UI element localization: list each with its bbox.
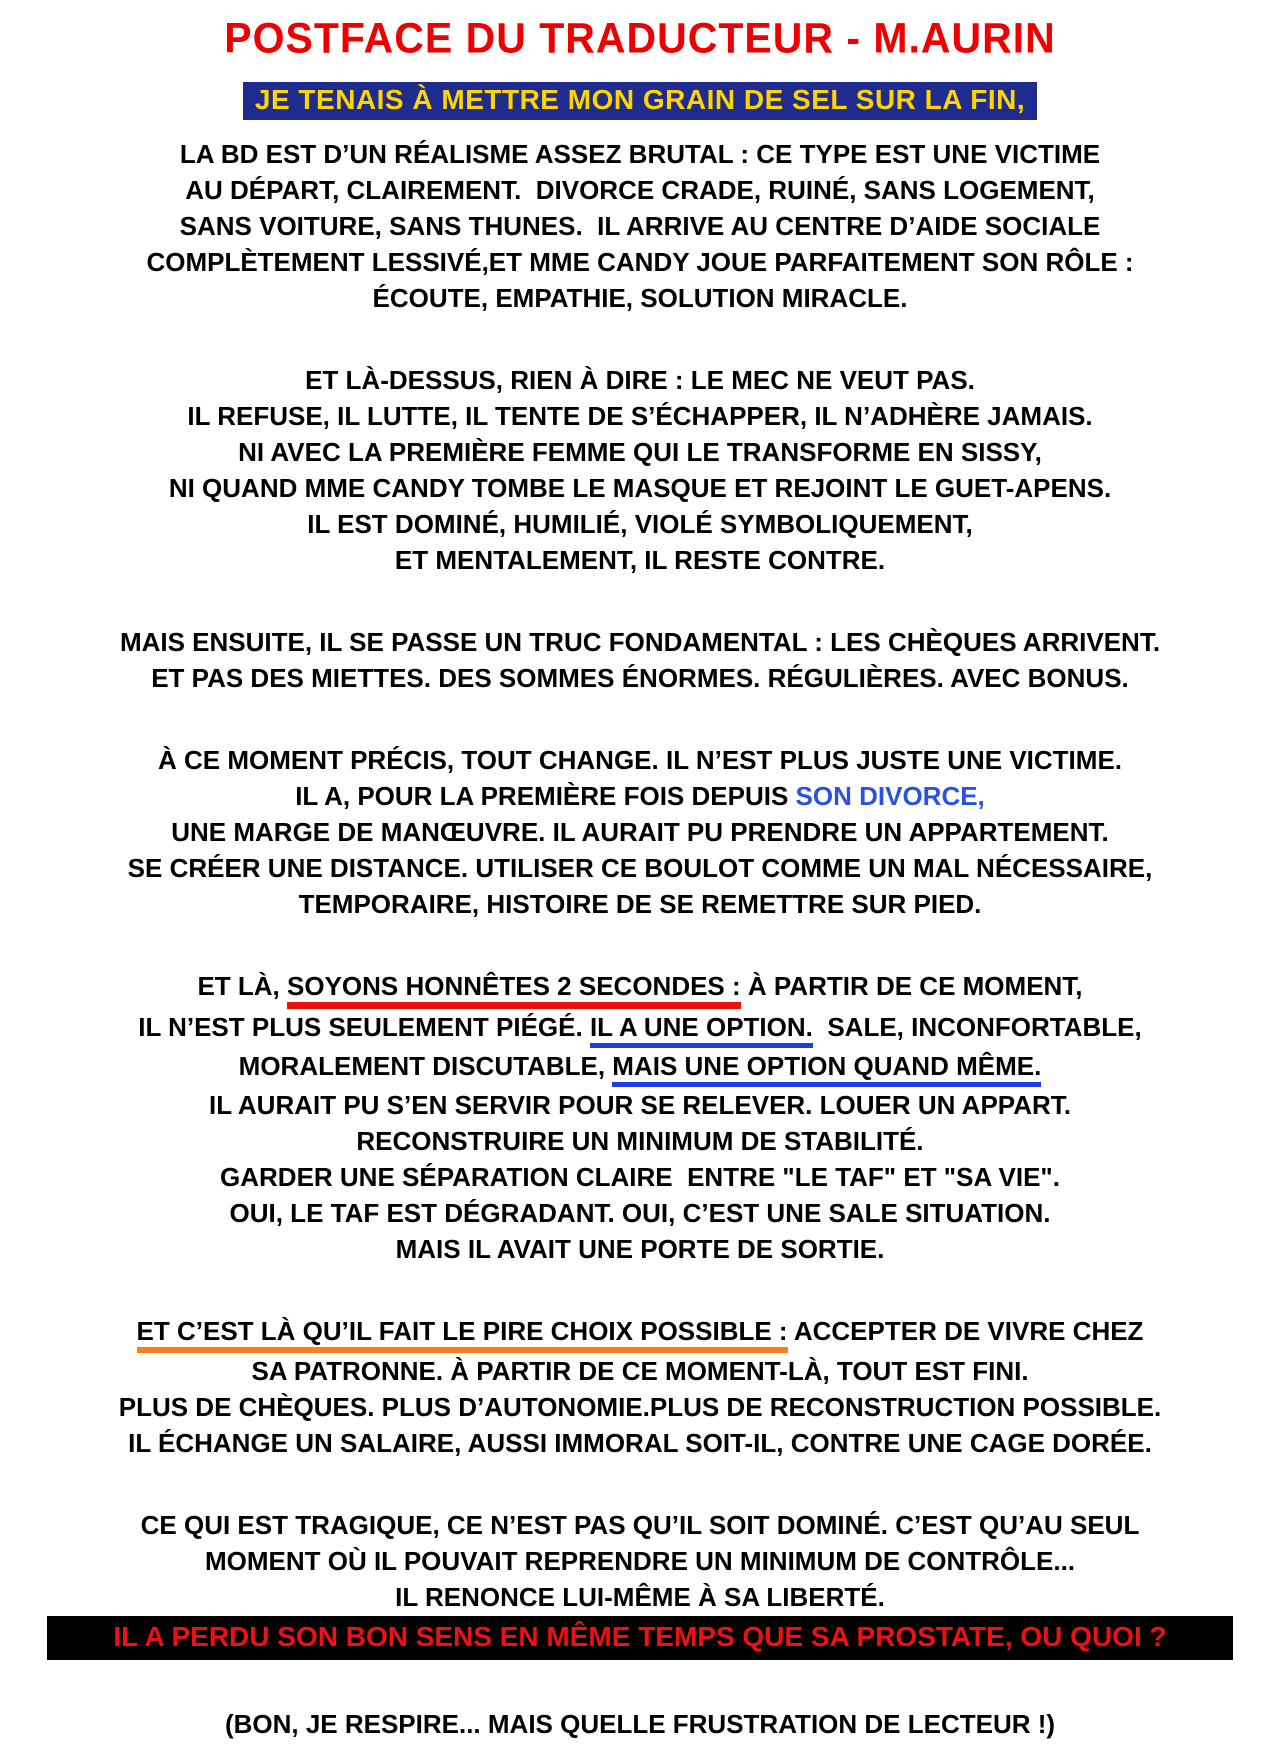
text-line bbox=[14, 1353, 1266, 1389]
text-line bbox=[14, 742, 1266, 778]
text-line bbox=[14, 280, 1266, 316]
text-line bbox=[14, 778, 1266, 814]
text-run: SANS VOITURE, SANS THUNES. IL ARRIVE AU CENTRE D’AIDE SOCIALE bbox=[179, 211, 1101, 241]
text-line bbox=[14, 1389, 1266, 1425]
text-run: LA BD EST D’UN RÉALISME ASSEZ BRUTAL : CE TYPE EST UNE VICTIME bbox=[179, 139, 1101, 169]
text-run: MAIS ENSUITE, IL SE PASSE UN TRUC FONDAMENTAL : LES CHÈQUES ARRIVENT. bbox=[119, 627, 1161, 657]
text-run: IL AURAIT PU S’EN SERVIR POUR SE RELEVER. LOUER UN APPART. bbox=[209, 1090, 1071, 1120]
text-run: IL EST DOMINÉ, HUMILIÉ, VIOLÉ SYMBOLIQUEMENT, bbox=[307, 509, 973, 539]
text-line bbox=[14, 542, 1266, 578]
paragraph bbox=[14, 1507, 1266, 1660]
text-run: IL A PERDU SON BON SENS EN MÊME TEMPS QUE SA PROSTATE, OU QUOI ? bbox=[113, 1621, 1167, 1652]
text-line bbox=[14, 470, 1266, 506]
text-run: ÉCOUTE, EMPATHIE, SOLUTION MIRACLE. bbox=[372, 283, 908, 313]
emphasis-run: IL A UNE OPTION. bbox=[590, 1013, 813, 1048]
text-line bbox=[14, 850, 1266, 886]
text-line bbox=[14, 624, 1266, 660]
text-run: À CE MOMENT PRÉCIS, TOUT CHANGE. IL N’EST PLUS JUSTE UNE VICTIME. bbox=[157, 745, 1123, 775]
text-run: GARDER UNE SÉPARATION CLAIRE ENTRE "LE TAF" ET "SA VIE". bbox=[220, 1162, 1060, 1192]
emphasis-run: ET C’EST LÀ QU’IL FAIT LE PIRE CHOIX POSSIBLE : bbox=[137, 1317, 788, 1353]
emphasis-run: SOYONS HONNÊTES 2 SECONDES : bbox=[287, 972, 741, 1009]
paragraph bbox=[14, 624, 1266, 696]
text-line bbox=[14, 1009, 1266, 1048]
text-run: PLUS DE CHÈQUES. PLUS D’AUTONOMIE.PLUS DE RECONSTRUCTION POSSIBLE. bbox=[118, 1392, 1162, 1422]
text-line bbox=[14, 434, 1266, 470]
alert-banner bbox=[47, 1616, 1233, 1660]
text-run: ET LÀ, bbox=[197, 971, 288, 1001]
emphasis-run: SON DIVORCE, bbox=[795, 781, 985, 811]
text-run: À PARTIR DE CE MOMENT, bbox=[740, 971, 1083, 1001]
text-line bbox=[14, 814, 1266, 850]
text-line bbox=[14, 172, 1266, 208]
text-run: IL ÉCHANGE UN SALAIRE, AUSSI IMMORAL SOIT-IL, CONTRE UNE CAGE DORÉE. bbox=[128, 1428, 1152, 1458]
text-line bbox=[14, 1507, 1266, 1543]
paragraph bbox=[14, 1313, 1266, 1461]
text-run: OUI, LE TAF EST DÉGRADANT. OUI, C’EST UNE SALE SITUATION. bbox=[229, 1198, 1051, 1228]
highlight-banner: JE TENAIS À METTRE MON GRAIN DE SEL SUR LA FIN, bbox=[243, 82, 1037, 120]
text-run: SA PATRONNE. À PARTIR DE CE MOMENT-LÀ, TOUT EST FINI. bbox=[251, 1356, 1029, 1386]
paragraph bbox=[14, 968, 1266, 1267]
paragraph bbox=[14, 362, 1266, 578]
text-run: ACCEPTER DE VIVRE CHEZ bbox=[787, 1316, 1144, 1346]
text-run: RECONSTRUIRE UN MINIMUM DE STABILITÉ. bbox=[356, 1126, 924, 1156]
text-run: IL A, POUR LA PREMIÈRE FOIS DEPUIS bbox=[295, 781, 796, 811]
text-run: ET MENTALEMENT, IL RESTE CONTRE. bbox=[394, 545, 886, 575]
text-line bbox=[14, 1543, 1266, 1579]
text-run: NI AVEC LA PREMIÈRE FEMME QUI LE TRANSFORME EN SISSY, bbox=[238, 437, 1042, 467]
text-run: UNE MARGE DE MANŒUVRE. IL AURAIT PU PRENDRE UN APPARTEMENT. bbox=[171, 817, 1109, 847]
text-line bbox=[14, 1425, 1266, 1461]
text-line bbox=[14, 1159, 1266, 1195]
paragraph bbox=[14, 136, 1266, 316]
text-line bbox=[14, 244, 1266, 280]
text-run: CE QUI EST TRAGIQUE, CE N’EST PAS QU’IL SOIT DOMINÉ. C’EST QU’AU SEUL bbox=[140, 1510, 1140, 1540]
paragraph bbox=[14, 742, 1266, 922]
text-line bbox=[14, 208, 1266, 244]
text-line bbox=[14, 506, 1266, 542]
paragraph bbox=[14, 1706, 1266, 1742]
text-run: IL N’EST PLUS SEULEMENT PIÉGÉ. bbox=[138, 1012, 590, 1042]
text-line bbox=[14, 1123, 1266, 1159]
text-run: TEMPORAIRE, HISTOIRE DE SE REMETTRE SUR PIED. bbox=[298, 889, 982, 919]
text-line bbox=[14, 362, 1266, 398]
text-run: ET PAS DES MIETTES. DES SOMMES ÉNORMES. RÉGULIÈRES. AVEC BONUS. bbox=[151, 663, 1129, 693]
text-line bbox=[14, 1231, 1266, 1267]
text-line bbox=[14, 886, 1266, 922]
text-line bbox=[14, 1579, 1266, 1615]
text-line bbox=[14, 136, 1266, 172]
text-line bbox=[14, 660, 1266, 696]
text-line bbox=[14, 1706, 1266, 1742]
emphasis-run: MAIS UNE OPTION QUAND MÊME. bbox=[612, 1052, 1041, 1087]
highlight-banner-row bbox=[14, 82, 1266, 136]
text-run: MOMENT OÙ IL POUVAIT REPRENDRE UN MINIMUM DE CONTRÔLE... bbox=[204, 1546, 1076, 1576]
text-line bbox=[14, 968, 1266, 1009]
text-run: ET LÀ-DESSUS, RIEN À DIRE : LE MEC NE VEUT PAS. bbox=[305, 365, 975, 395]
text-run: MORALEMENT DISCUTABLE, bbox=[238, 1051, 613, 1081]
page-title: POSTFACE DU TRADUCTEUR - M.AURIN bbox=[224, 14, 1056, 62]
text-run: SALE, INCONFORTABLE, bbox=[812, 1012, 1142, 1042]
text-line bbox=[14, 398, 1266, 434]
text-line bbox=[14, 1313, 1266, 1353]
text-line bbox=[14, 1048, 1266, 1087]
text-run: (BON, JE RESPIRE... MAIS QUELLE FRUSTRATION DE LECTEUR !) bbox=[224, 1709, 1056, 1739]
text-run: MAIS IL AVAIT UNE PORTE DE SORTIE. bbox=[395, 1234, 885, 1264]
text-run: AU DÉPART, CLAIREMENT. DIVORCE CRADE, RUINÉ, SANS LOGEMENT, bbox=[185, 175, 1095, 205]
text-run: NI QUAND MME CANDY TOMBE LE MASQUE ET REJOINT LE GUET-APENS. bbox=[168, 473, 1112, 503]
text-run: SE CRÉER UNE DISTANCE. UTILISER CE BOULOT COMME UN MAL NÉCESSAIRE, bbox=[127, 853, 1153, 883]
text-run: IL REFUSE, IL LUTTE, IL TENTE DE S’ÉCHAPPER, IL N’ADHÈRE JAMAIS. bbox=[187, 401, 1093, 431]
document-body bbox=[14, 136, 1266, 1742]
text-run: COMPLÈTEMENT LESSIVÉ,ET MME CANDY JOUE PARFAITEMENT SON RÔLE : bbox=[146, 247, 1134, 277]
text-line bbox=[14, 1087, 1266, 1123]
text-run: IL RENONCE LUI-MÊME À SA LIBERTÉ. bbox=[395, 1582, 885, 1612]
text-line bbox=[14, 1195, 1266, 1231]
